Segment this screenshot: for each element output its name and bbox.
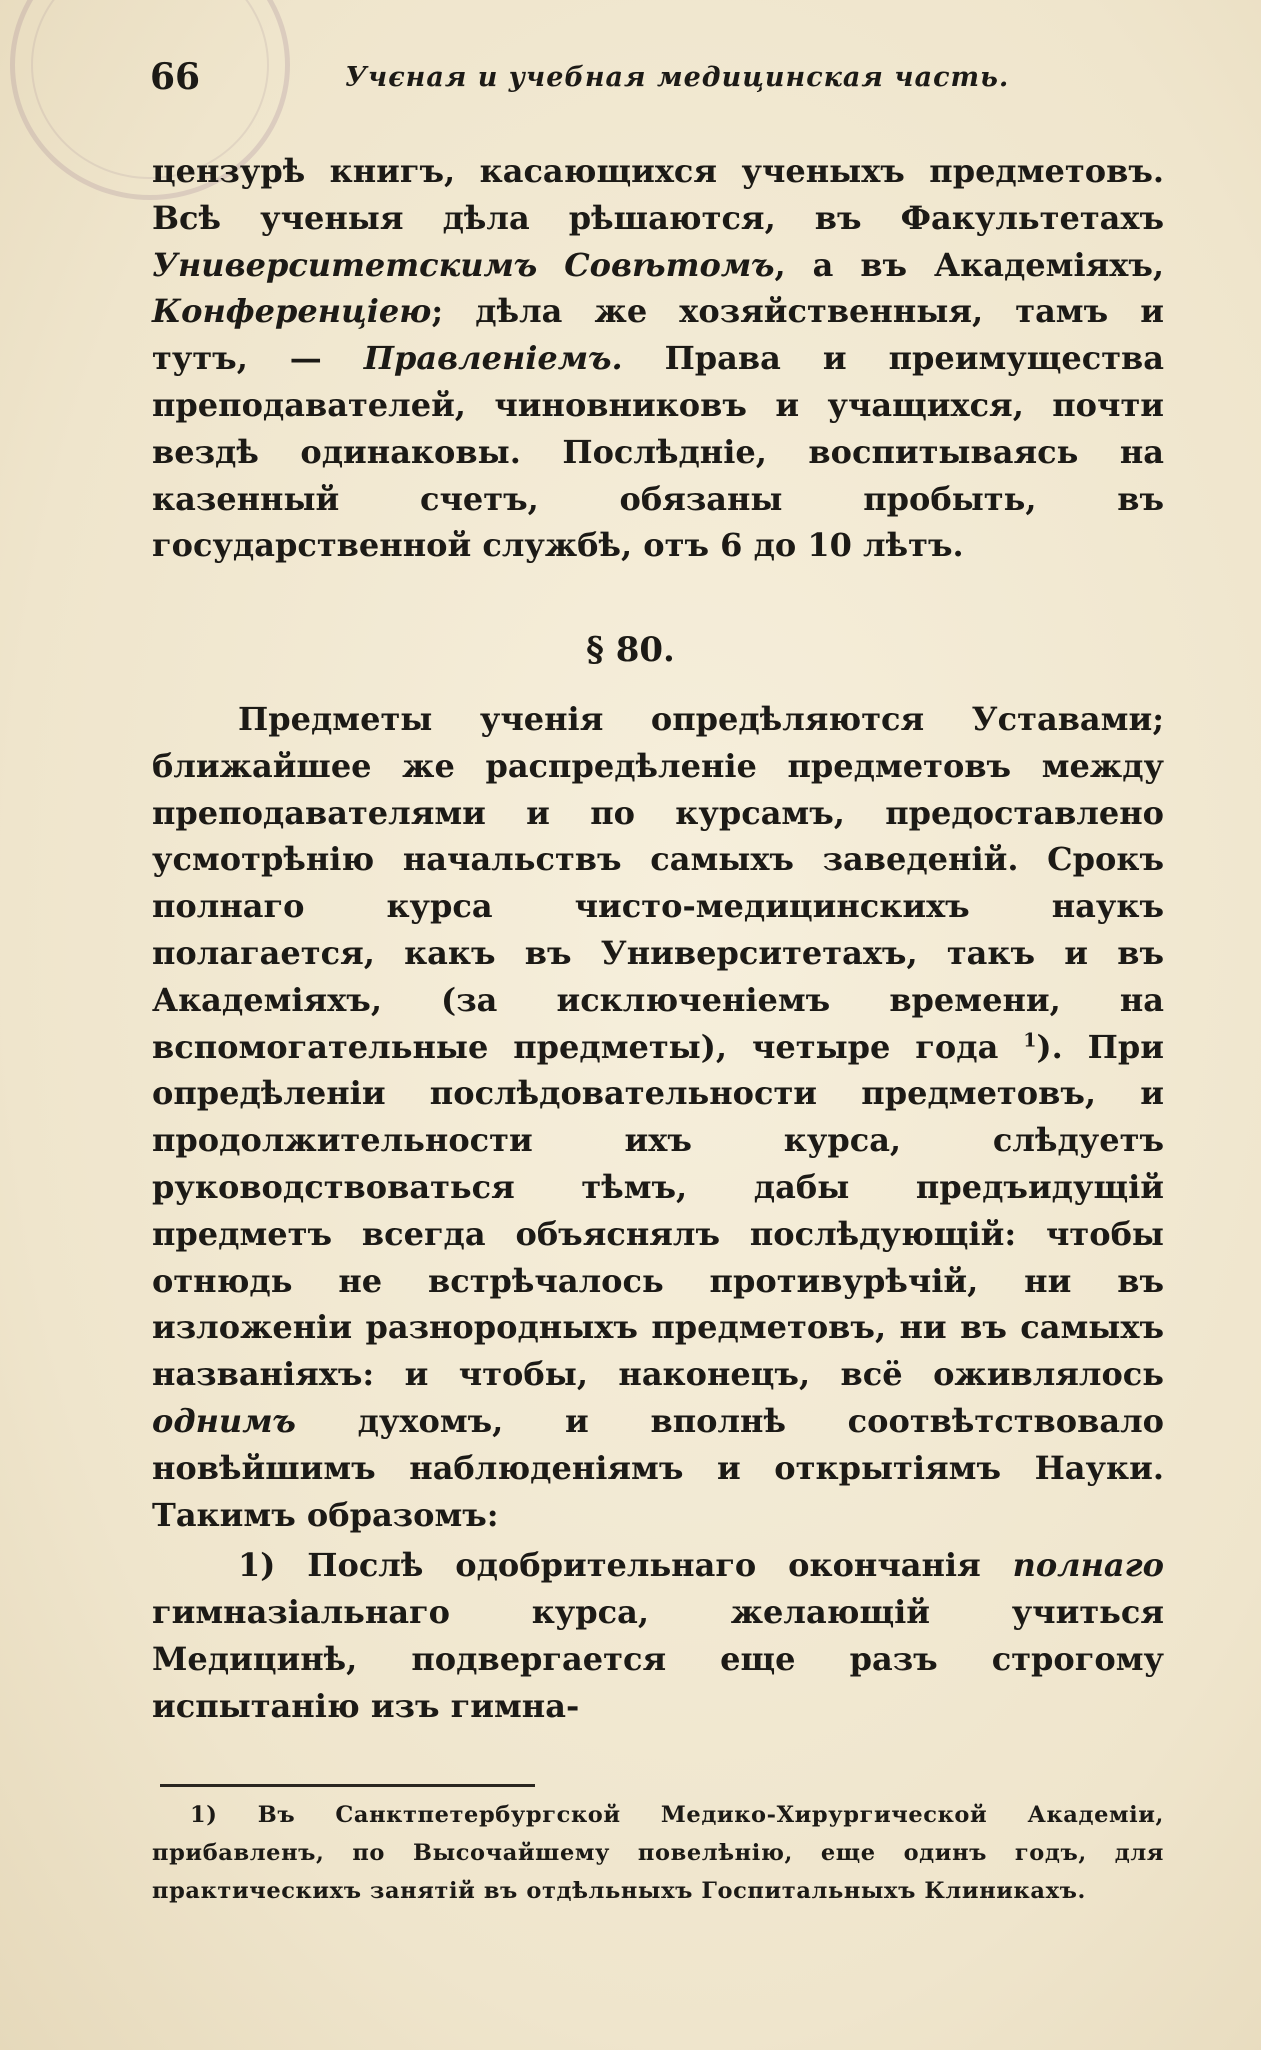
emphasis: полнаго bbox=[1012, 1546, 1164, 1585]
text: , а въ Академіяхъ, bbox=[774, 245, 1165, 284]
emphasis: Правленіемъ. bbox=[363, 339, 623, 378]
text: Права и преимущества преподавателей, чиновниковъ и учащихся, почти вездѣ одинаковы. Послѣдніе, воспитываясь на казенный счетъ, обязаны пробыть, въ государственной службѣ, отъ 6 до 10 лѣтъ. bbox=[152, 339, 1165, 565]
emphasis: однимъ bbox=[152, 1401, 296, 1440]
list-item bbox=[152, 1542, 1164, 1729]
footnote-divider bbox=[160, 1784, 535, 1787]
section-heading: § 80. bbox=[586, 630, 675, 670]
footnote-ref: 1 bbox=[1023, 1028, 1037, 1051]
footnote-text: 1) Въ Санктпетербургской Медико-Хирургической Академіи, прибавленъ, по Высочайшему повелѣнію, еще одинъ годъ, для практическихъ занятій въ отдѣльныхъ Госпитальныхъ Клиникахъ. bbox=[152, 1802, 1164, 1904]
footnote bbox=[152, 1796, 1164, 1910]
text: ; дѣла же хозяйственныя, тамъ и тутъ, — bbox=[152, 292, 1164, 378]
paragraph-2 bbox=[152, 696, 1164, 1730]
page-number: 66 bbox=[150, 56, 201, 98]
emphasis: Конференціею bbox=[152, 292, 432, 331]
page-header bbox=[150, 56, 1160, 116]
running-head: Учєная и учебная медицинская часть. bbox=[345, 62, 1010, 93]
text: духомъ, и вполнѣ соотвѣтствовало новѣйшимъ наблюденіямъ и открытіямъ Науки. Такимъ образомъ: bbox=[152, 1401, 1164, 1534]
text: Предметы ученія опредѣляются Уставами; ближайшее же распредѣленіе предметовъ между преподавателями и по курсамъ, предоставлено усмотрѣнію начальствъ самыхъ заведеній. Срокъ полнаго курса чисто-медицинскихъ наукъ полагается, какъ въ Университетахъ, такъ и въ Академіяхъ, (за исключеніемъ времени, на вспомогательные предметы), четыре года bbox=[152, 700, 1164, 1066]
emphasis: Университетскимъ Совѣтомъ bbox=[152, 245, 775, 284]
text: 1) Послѣ одобрительнаго окончанія bbox=[238, 1546, 1013, 1585]
text: гимназіальнаго курса, желающій учиться Медицинѣ, подвергается еще разъ строгому испытанію изъ гимна- bbox=[152, 1593, 1164, 1725]
text: цензурѣ книгъ, касающихся ученыхъ предметовъ. Всѣ ученыя дѣла рѣшаются, въ Факультетахъ bbox=[152, 152, 1164, 237]
text: ). При опредѣленіи послѣдовательности предметовъ, и продолжительности ихъ курса, слѣдуетъ руководствоваться тѣмъ, дабы предъидущій предметъ всегда объяснялъ послѣдующій: чтобы отнюдь не встрѣчалось противурѣчій, ни въ изложеніи разнородныхъ предметовъ, ни въ самыхъ названіяхъ: и чтобы, наконецъ, всё оживлялось bbox=[152, 1027, 1165, 1394]
paragraph-1 bbox=[152, 148, 1164, 569]
